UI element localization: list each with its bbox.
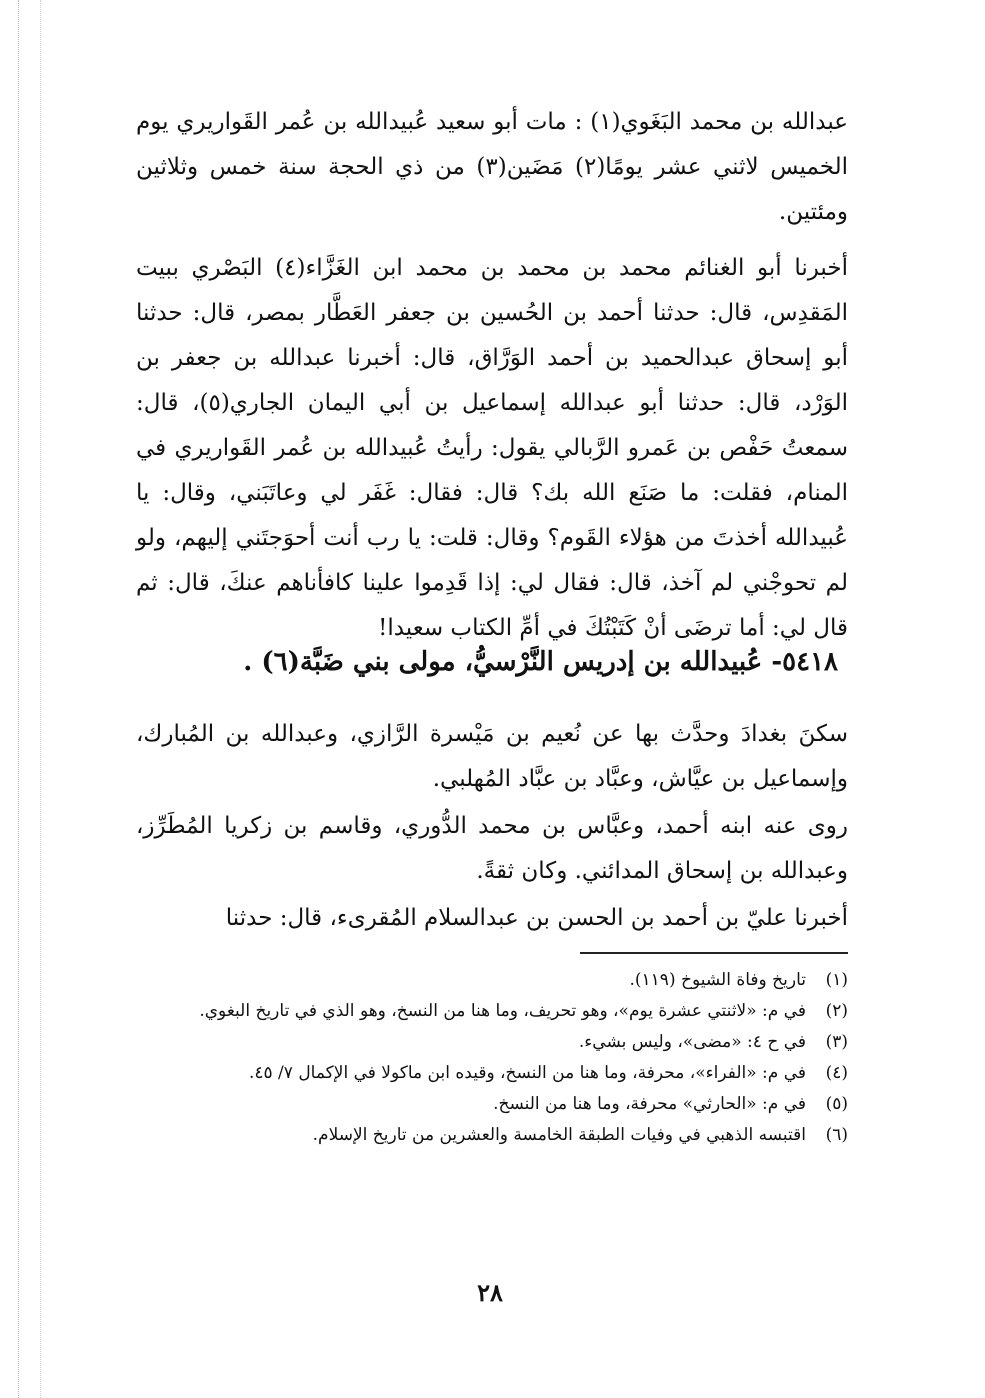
paragraph-chain-start: أخبرنا عليّ بن أحمد بن الحسن بن عبدالسلام المُقرىء، قال: حدثنا: [225, 905, 848, 931]
footnote-text: في م: «لاثنتي عشرة يوم»، وهو تحريف، وما هنا من النسخ، وهو الذي في تاريخ البغوي.: [199, 1001, 806, 1021]
footnote-text: اقتبسه الذهبي في وفيات الطبقة الخامسة والعشرين من تاريخ الإسلام.: [312, 1125, 806, 1145]
footnote-item: [136, 1090, 848, 1119]
footnote-number: (٢): [825, 1001, 848, 1021]
page-number: ٢٨: [477, 1278, 503, 1307]
footnote-number: (٥): [825, 1094, 848, 1114]
paragraph-dream-narration: أخبرنا أبو الغنائم محمد بن محمد بن محمد ابن الغَزَّاء(٤) البَصْري ببيت المَقدِس، قال: حدثنا أحمد بن الحُسين بن جعفر العَطَّار بمصر، قال: حدثنا أبو إسحاق عبدالحميد بن أحمد الوَرَّاق، قال: أخبرنا عبدالله بن جعفر بن الوَرْد، قال: حدثنا أبو عبدالله إسماعيل بن أبي اليمان الجاري(٥)، قال: سمعتُ حَفْص بن عَمرو الرَّبالي يقول: رأيتُ عُبيدالله بن عُمر القَواريري في المنام، فقلت: ما صَنَع الله بك؟ قال: فقال: غَفَر لي وعاتَبَني، وقال: يا عُبيدالله أخذتَ من هؤلاء القَوم؟ وقال: قلت: يا رب أنت أحوَجتَني إليهم، ولو لم تحوجْني لم آخذ، قال: فقال لي: إذا قَدِموا علينا كافأناهم عنكَ، قال: ثم قال لي: أما ترضَى أنْ كَتَبْتُكَ في أمِّ الكتاب سعيدا!: [136, 255, 848, 641]
entry-heading: ٥٤١٨- عُبيدالله بن إدريس النَّرْسيُّ، مولى بني ضَبَّة(٦) .: [243, 647, 838, 677]
footnote-number: (٣): [825, 1032, 848, 1052]
footnotes-list: [136, 966, 848, 1152]
footnote-text: في ح ٤: «مضى»، وليس بشيء.: [578, 1032, 806, 1052]
footnote-separator: [580, 952, 848, 954]
paragraph-death-date: عبدالله بن محمد البَغَوي(١) : مات أبو سعيد عُبيدالله بن عُمر القَواريري يوم الخميس لاثني عشر يومًا(٢) مَضَين(٣) من ذي الحجة سنة خمس وثلاثين ومئتين.: [136, 109, 848, 225]
scan-edge-line: [18, 0, 19, 1398]
footnote-item: [136, 966, 848, 995]
footnote-text: تاريخ وفاة الشيوخ (١١٩).: [629, 970, 806, 990]
footnote-number: (٦): [825, 1125, 848, 1145]
paragraph-students: روى عنه ابنه أحمد، وعبَّاس بن محمد الدُّوري، وقاسم بن زكريا المُطَرِّز، وعبدالله بن إسحاق المدائني. وكان ثقةً.: [136, 813, 848, 884]
footnote-item: [136, 1059, 848, 1088]
footnote-text: في م: «الحارثي» محرفة، وما هنا من النسخ.: [493, 1094, 806, 1114]
footnote-text: في م: «الفراء»، محرفة، وما هنا من النسخ، وقيده ابن ماكولا في الإكمال ٧/ ٤٥.: [248, 1063, 806, 1083]
scan-edge-line-inner: [40, 0, 41, 1398]
footnote-item: [136, 997, 848, 1026]
footnote-item: [136, 1121, 848, 1150]
footnote-number: (١): [825, 970, 848, 990]
footnote-number: (٤): [825, 1063, 848, 1083]
paragraph-teachers: سكنَ بغدادَ وحدَّث بها عن نُعيم بن مَيْسرة الرَّازي، وعبدالله بن المُبارك، وإسماعيل بن عيَّاش، وعبَّاد بن عبَّاد المُهلبي.: [136, 721, 848, 792]
footnote-item: [136, 1028, 848, 1057]
